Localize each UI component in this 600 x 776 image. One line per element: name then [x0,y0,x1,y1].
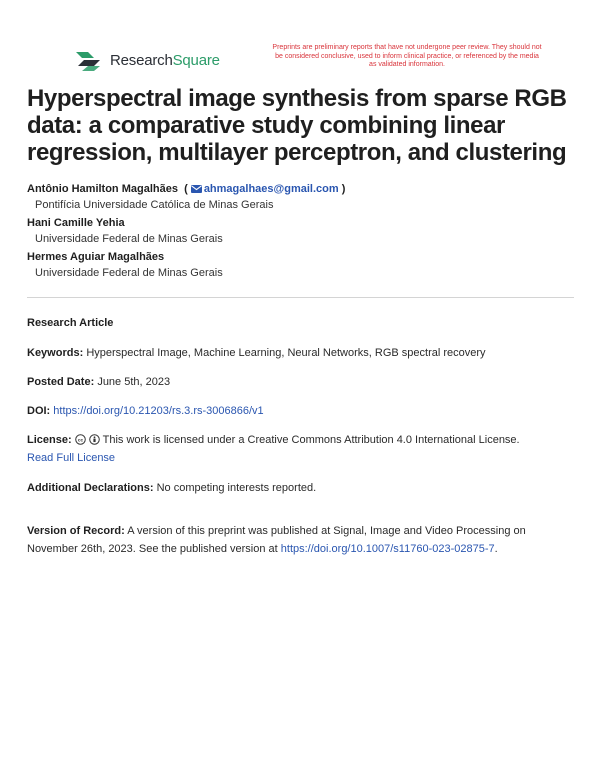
keywords-value: Hyperspectral Image, Machine Learning, Neural Networks, RGB spectral recovery [86,347,486,359]
author-email-wrapper: ( ahmagalhaes@gmail.com ) [181,183,346,195]
doi-label: DOI: [27,405,51,417]
author-name: Hermes Aguiar Magalhães [27,251,165,263]
author-affiliation: Pontifícia Universidade Católica de Minas Gerais [35,199,274,211]
paper-title: Hyperspectral image synthesis from sparse RGB data: a comparative study combining linear regression, multilayer perceptron, and clustering [27,85,567,166]
creative-commons-icon [75,434,86,445]
author-name-text: Antônio Hamilton Magalhães [27,183,178,195]
keywords-label: Keywords: [27,347,84,359]
additional-declarations-value: No competing interests reported. [156,482,317,494]
version-of-record-block [27,522,575,558]
version-of-record-text: A version of this preprint was published at Signal, Image and Video Processing on November 26th, 2023. See the published version at [27,525,526,555]
article-type-label: Research Article [27,317,114,329]
author-name [27,181,575,197]
license-label: License: [27,434,72,446]
brand-name-part2: Square [172,51,220,69]
version-of-record-label: Version of Record: [27,525,125,537]
license-block [27,431,575,467]
article-type [27,314,575,332]
author-affiliation: Universidade Federal de Minas Gerais [35,267,223,279]
envelope-icon [191,185,202,193]
author-list [27,181,575,283]
research-square-logo-icon [74,48,104,72]
published-version-link[interactable]: https://doi.org/10.1007/s11760-023-02875-7 [280,543,495,555]
version-of-record-suffix: . [494,543,498,555]
attribution-icon [89,434,100,445]
author-email-link[interactable]: ahmagalhaes@gmail.com [203,183,339,195]
brand-name-part1: Research [110,51,173,69]
research-square-logo[interactable] [74,48,220,72]
posted-date-label: Posted Date: [27,376,95,388]
brand-name [110,52,220,69]
additional-declarations-line [27,479,575,497]
read-full-license-link[interactable]: Read Full License [27,452,116,464]
svg-text:cc: cc [77,438,83,444]
preprint-disclaimer: Preprints are preliminary reports that have not undergone peer review. They should not be considered conclusive, used to inform clinical practice, or referenced by the media as validated information. [272,44,542,68]
additional-declarations-label: Additional Declarations: [27,482,154,494]
doi-line [27,402,575,420]
posted-date-line [27,373,575,391]
license-text: This work is licensed under a Creative Commons Attribution 4.0 International License. [102,434,520,446]
keywords-line [27,344,575,362]
posted-date-value: June 5th, 2023 [97,376,171,388]
doi-link[interactable]: https://doi.org/10.21203/rs.3.rs-3006866/v1 [53,405,264,417]
author-affiliation: Universidade Federal de Minas Gerais [35,233,223,245]
author-name: Hani Camille Yehia [27,217,125,229]
section-divider [27,297,574,298]
